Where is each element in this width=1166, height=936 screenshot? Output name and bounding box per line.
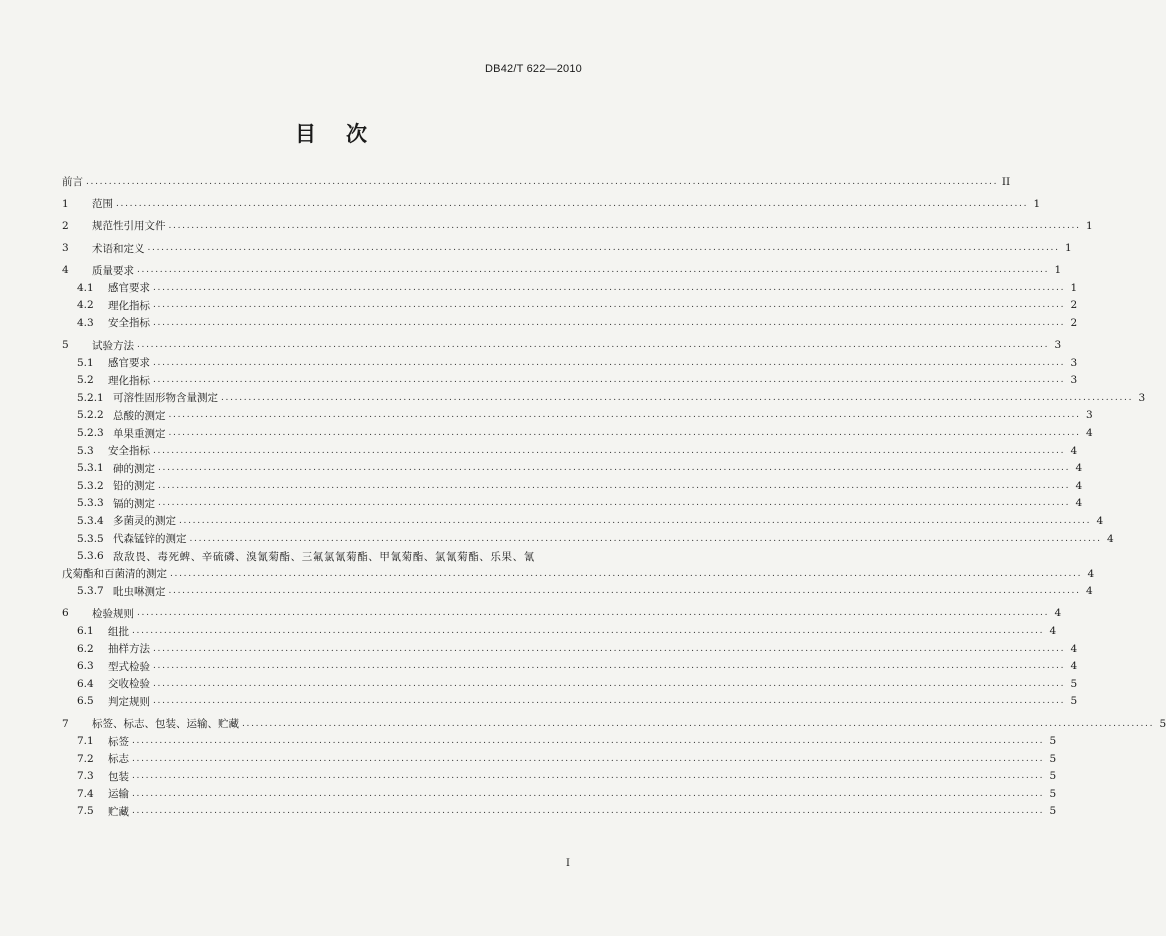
- toc-entry[interactable]: [62, 389, 1146, 407]
- toc-entry[interactable]: [62, 279, 1078, 297]
- toc-entry-label: 组批: [108, 625, 129, 638]
- toc-entry-number: 7.2: [77, 752, 94, 765]
- toc-entry[interactable]: [62, 354, 1078, 372]
- toc-entry-page: II: [1001, 175, 1011, 188]
- toc-entry-label: 包装: [108, 770, 129, 783]
- toc-entry-page: 3: [1085, 409, 1093, 422]
- toc-entry-label: 安全指标: [108, 445, 150, 458]
- toc-entry[interactable]: [62, 715, 1166, 733]
- toc-entry-label: 检验规则: [92, 607, 134, 620]
- toc-entry-number: 7: [62, 717, 69, 730]
- toc-leader-dots: ........................................................................................................................................................................................................: [153, 357, 1066, 368]
- toc-entry-number: 6.1: [77, 625, 94, 638]
- toc-leader-dots: ........................................................................................................................................................................................................: [170, 568, 1083, 579]
- toc-leader-dots: ........................................................................................................................................................................................................: [153, 300, 1066, 311]
- toc-entry-label: 试验方法: [92, 339, 134, 352]
- toc-leader-dots: ........................................................................................................................................................................................................: [158, 463, 1071, 474]
- toc-entry[interactable]: [62, 675, 1078, 693]
- toc-entry[interactable]: [62, 371, 1078, 389]
- toc-entry-label: 砷的测定: [113, 462, 155, 475]
- toc-leader-dots: ........................................................................................................................................................................................................: [132, 788, 1045, 799]
- toc-leader-dots: ........................................................................................................................................................................................................: [153, 661, 1066, 672]
- toc-leader-dots: ........................................................................................................................................................................................................: [147, 243, 1060, 254]
- toc-entry[interactable]: [62, 803, 1057, 821]
- toc-entry-page: 3: [1054, 339, 1062, 352]
- toc-entry-number: 5.3.3: [77, 497, 104, 510]
- toc-entry-page: 3: [1070, 356, 1078, 369]
- toc-leader-dots: ........................................................................................................................................................................................................: [132, 753, 1045, 764]
- toc-entry-number: 5.3.4: [77, 514, 104, 527]
- toc-entry-page: 4: [1096, 514, 1104, 527]
- toc-entry-number: 5.2: [77, 374, 94, 387]
- toc-entry-label: 理化指标: [108, 374, 150, 387]
- toc-entry-label: 感官要求: [108, 357, 150, 370]
- toc-entry-label: 理化指标: [108, 299, 150, 312]
- toc-entry-label: 抽样方法: [108, 643, 150, 656]
- toc-entry-page: 5: [1049, 770, 1057, 783]
- toc-entry-label: 标志: [108, 753, 129, 766]
- toc-entry[interactable]: [62, 407, 1093, 425]
- toc-leader-dots: ........................................................................................................................................................................................................: [132, 626, 1045, 637]
- toc-entry-page: 4: [1085, 427, 1093, 440]
- toc-entry[interactable]: [62, 750, 1057, 768]
- toc-entry-label: 贮藏: [108, 805, 129, 818]
- toc-leader-dots: ........................................................................................................................................................................................................: [221, 392, 1134, 403]
- toc-entry[interactable]: [62, 217, 1093, 235]
- table-of-contents: [62, 173, 1166, 820]
- toc-entry[interactable]: [62, 530, 1114, 548]
- toc-entry-page: 4: [1075, 462, 1083, 475]
- toc-entry[interactable]: [62, 314, 1078, 332]
- toc-entry-number: 6: [62, 607, 69, 620]
- toc-entry-number: 4: [62, 264, 69, 277]
- toc-entry[interactable]: [62, 657, 1078, 675]
- toc-entry-page: 4: [1075, 479, 1083, 492]
- toc-entry-number: 5.3.5: [77, 532, 104, 545]
- toc-entry-number: 6.5: [77, 695, 94, 708]
- toc-leader-dots: ........................................................................................................................................................................................................: [132, 806, 1045, 817]
- toc-leader-dots: ........................................................................................................................................................................................................: [153, 445, 1066, 456]
- toc-leader-dots: ........................................................................................................................................................................................................: [158, 498, 1071, 509]
- toc-entry-number: 5.2.1: [77, 391, 104, 404]
- toc-entry-page: 5: [1049, 787, 1057, 800]
- toc-entry[interactable]: [62, 622, 1057, 640]
- toc-entry[interactable]: [62, 495, 1083, 513]
- toc-entry-label: 安全指标: [108, 317, 150, 330]
- toc-entry-page: 4: [1075, 497, 1083, 510]
- toc-entry-number: 6.2: [77, 642, 94, 655]
- toc-leader-dots: ........................................................................................................................................................................................................: [153, 696, 1066, 707]
- toc-entry[interactable]: [62, 768, 1057, 786]
- toc-entry-page: 5: [1159, 717, 1166, 730]
- toc-entry[interactable]: [62, 477, 1083, 495]
- toc-entry[interactable]: [62, 297, 1078, 315]
- toc-entry-label: 可溶性固形物含量测定: [113, 392, 218, 405]
- toc-entry-number: 7.1: [77, 735, 94, 748]
- toc-entry-number: 5.2.3: [77, 427, 104, 440]
- toc-entry-number: 5.3.1: [77, 462, 104, 475]
- toc-leader-dots: ........................................................................................................................................................................................................: [158, 480, 1071, 491]
- toc-entry-page: 2: [1070, 316, 1078, 329]
- toc-entry-label: 前言: [62, 176, 83, 189]
- toc-entry-label: 运输: [108, 788, 129, 801]
- toc-entry[interactable]: [62, 512, 1104, 530]
- toc-leader-dots: ........................................................................................................................................................................................................: [153, 678, 1066, 689]
- toc-entry-label: 判定规则: [108, 695, 150, 708]
- page-title: 目次: [295, 121, 397, 146]
- toc-entry-page: 1: [1085, 219, 1093, 232]
- toc-entry-number: 6.4: [77, 677, 94, 690]
- toc-entry-number: 5: [62, 339, 69, 352]
- toc-entry[interactable]: [62, 693, 1078, 711]
- toc-leader-dots: ........................................................................................................................................................................................................: [153, 282, 1066, 293]
- toc-entry-page: 4: [1070, 642, 1078, 655]
- toc-entry-page: 5: [1049, 752, 1057, 765]
- toc-entry-label: 戊菊酯和百菌清的测定: [62, 568, 167, 581]
- toc-entry-number: 5.3: [77, 444, 94, 457]
- toc-entry-label: 规范性引用文件: [92, 220, 166, 233]
- toc-entry[interactable]: [62, 459, 1083, 477]
- toc-leader-dots: ........................................................................................................................................................................................................: [168, 428, 1081, 439]
- toc-entry[interactable]: [62, 442, 1078, 460]
- toc-entry-label: 交收检验: [108, 678, 150, 691]
- toc-entry[interactable]: [62, 565, 1095, 583]
- toc-entry-page: 5: [1070, 695, 1078, 708]
- toc-entry-number: 4.3: [77, 316, 94, 329]
- toc-entry-page: 4: [1049, 625, 1057, 638]
- toc-entry-number: 7.4: [77, 787, 94, 800]
- toc-entry-label: 术语和定义: [92, 242, 145, 255]
- toc-entry-label: 型式检验: [108, 660, 150, 673]
- toc-entry-number: 5.1: [77, 356, 94, 369]
- toc-entry[interactable]: [62, 424, 1093, 442]
- toc-leader-dots: ........................................................................................................................................................................................................: [242, 718, 1155, 729]
- toc-entry-label: 范围: [92, 198, 113, 211]
- toc-leader-dots: ........................................................................................................................................................................................................: [137, 265, 1050, 276]
- toc-entry-number: 7.5: [77, 805, 94, 818]
- toc-leader-dots: ........................................................................................................................................................................................................: [168, 410, 1081, 421]
- toc-entry-page: 4: [1085, 585, 1093, 598]
- toc-entry-page: 1: [1054, 264, 1062, 277]
- toc-entry-number: 6.3: [77, 660, 94, 673]
- page-number: I: [566, 858, 570, 869]
- toc-entry-page: 1: [1033, 197, 1041, 210]
- toc-entry-number: 3: [62, 242, 69, 255]
- toc-entry-number: 1: [62, 197, 69, 210]
- toc-leader-dots: ........................................................................................................................................................................................................: [132, 736, 1045, 747]
- toc-entry-number: 5.3.6: [77, 550, 104, 563]
- toc-leader-dots: ........................................................................................................................................................................................................: [86, 176, 999, 187]
- toc-leader-dots: ........................................................................................................................................................................................................: [137, 608, 1050, 619]
- toc-entry-label: 标签、标志、包装、运输、贮藏: [92, 718, 239, 731]
- toc-entry-page: 4: [1106, 532, 1114, 545]
- toc-entry[interactable]: [62, 261, 1062, 279]
- toc-entry[interactable]: [62, 640, 1078, 658]
- toc-entry[interactable]: [62, 547, 574, 565]
- toc-leader-dots: ........................................................................................................................................................................................................: [132, 771, 1045, 782]
- toc-entry[interactable]: [62, 195, 1041, 213]
- toc-entry-page: 5: [1070, 677, 1078, 690]
- toc-entry-number: 7.3: [77, 770, 94, 783]
- toc-entry-page: 5: [1049, 735, 1057, 748]
- toc-leader-dots: ........................................................................................................................................................................................................: [179, 515, 1092, 526]
- toc-entry[interactable]: [62, 785, 1057, 803]
- toc-leader-dots: ........................................................................................................................................................................................................: [189, 533, 1102, 544]
- toc-entry-number: 5.2.2: [77, 409, 104, 422]
- toc-leader-dots: ........................................................................................................................................................................................................: [153, 643, 1066, 654]
- toc-entry-label: 镉的测定: [113, 497, 155, 510]
- toc-entry-page: 4: [1070, 444, 1078, 457]
- document-code: DB42/T 622—2010: [485, 63, 582, 75]
- toc-entry[interactable]: [62, 732, 1057, 750]
- toc-entry-page: 4: [1054, 607, 1062, 620]
- toc-entry-page: 4: [1070, 660, 1078, 673]
- toc-entry-label: 单果重测定: [113, 427, 166, 440]
- toc-entry-number: 5.3.7: [77, 585, 104, 598]
- toc-entry-label: 质量要求: [92, 264, 134, 277]
- toc-entry-page: 1: [1064, 242, 1072, 255]
- toc-entry-page: 5: [1049, 805, 1057, 818]
- toc-entry-label: 敌敌畏、毒死蜱、辛硫磷、溴氰菊酯、三氟氯氰菊酯、甲氰菊酯、氯氰菊酯、乐果、氰: [113, 550, 535, 563]
- toc-entry-label: 代森锰锌的测定: [113, 533, 187, 546]
- toc-entry-page: 2: [1070, 299, 1078, 312]
- toc-entry-label: 铅的测定: [113, 480, 155, 493]
- toc-leader-dots: ........................................................................................................................................................................................................: [153, 317, 1066, 328]
- toc-entry-page: 4: [1087, 567, 1095, 580]
- toc-entry-label: 总酸的测定: [113, 409, 166, 422]
- toc-entry[interactable]: [62, 239, 1072, 257]
- toc-entry-label: 感官要求: [108, 282, 150, 295]
- toc-entry[interactable]: [62, 336, 1062, 354]
- toc-entry[interactable]: [62, 605, 1062, 623]
- toc-leader-dots: ........................................................................................................................................................................................................: [168, 586, 1081, 597]
- toc-leader-dots: ........................................................................................................................................................................................................: [153, 375, 1066, 386]
- toc-entry-number: 4.1: [77, 281, 94, 294]
- toc-entry-label: 多菌灵的测定: [113, 515, 176, 528]
- toc-leader-dots: ........................................................................................................................................................................................................: [116, 198, 1029, 209]
- toc-entry-page: 1: [1070, 281, 1078, 294]
- toc-entry-label: 吡虫啉测定: [113, 585, 166, 598]
- toc-entry[interactable]: [62, 583, 1093, 601]
- toc-entry-label: 标签: [108, 735, 129, 748]
- toc-entry-number: 5.3.2: [77, 479, 104, 492]
- toc-entry-page: 3: [1138, 391, 1146, 404]
- toc-entry[interactable]: [62, 173, 1011, 191]
- toc-entry-number: 2: [62, 219, 69, 232]
- toc-leader-dots: ........................................................................................................................................................................................................: [168, 220, 1081, 231]
- toc-leader-dots: ........................................................................................................................................................................................................: [137, 340, 1050, 351]
- toc-entry-number: 4.2: [77, 299, 94, 312]
- toc-entry-page: 3: [1070, 374, 1078, 387]
